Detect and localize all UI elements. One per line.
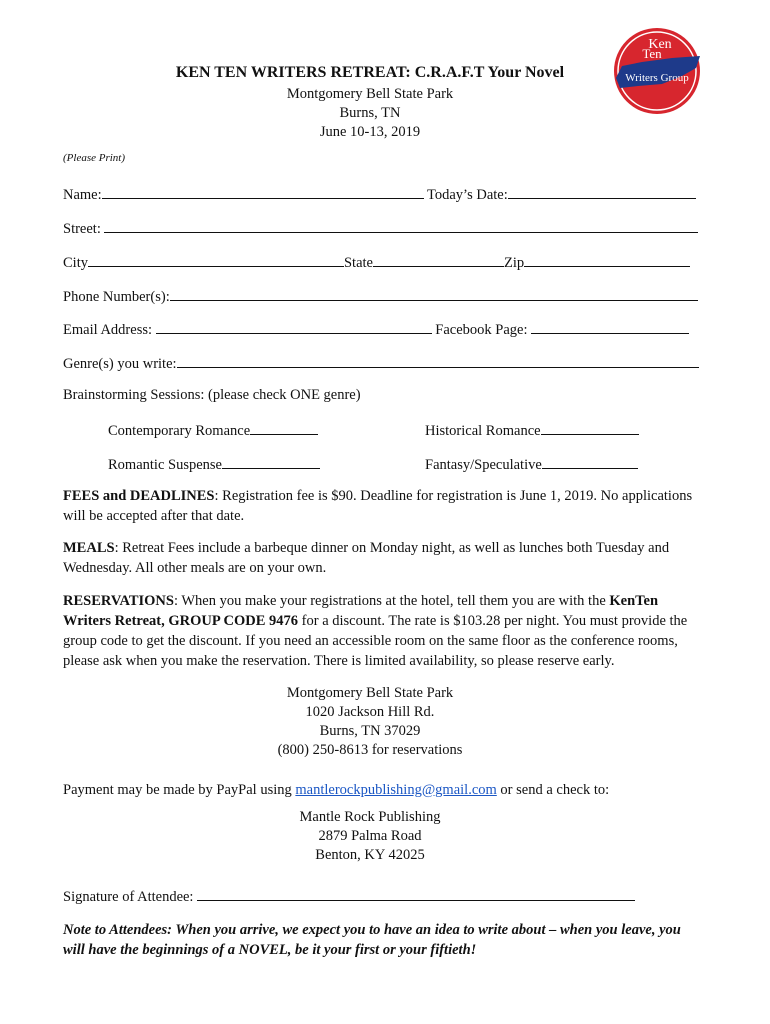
city-field[interactable] xyxy=(88,252,344,267)
phone-label: Phone Number(s): xyxy=(63,289,170,305)
reservations-heading: RESERVATIONS xyxy=(63,593,174,609)
attendee-note: Note to Attendees: When you arrive, we expect you to have an idea to write about – when you leave, you will have the beginnings of a NOVEL, be it your first or your fiftieth! xyxy=(63,922,681,958)
email-field[interactable] xyxy=(156,319,432,334)
email-label: Email Address: xyxy=(63,322,153,338)
name-field[interactable] xyxy=(102,184,424,199)
zip-field[interactable] xyxy=(524,252,690,267)
payee-name: Mantle Rock Publishing xyxy=(299,809,441,825)
city-label: City xyxy=(63,255,88,271)
payment-line xyxy=(63,782,703,799)
fees-heading: FEES and DEADLINES xyxy=(63,488,215,504)
zip-label: Zip xyxy=(503,255,525,271)
phone-field[interactable] xyxy=(170,286,698,301)
name-label: Name: xyxy=(63,187,102,203)
genre-option[interactable] xyxy=(108,420,318,440)
genre-option[interactable] xyxy=(425,420,639,440)
meals-paragraph xyxy=(63,538,703,578)
city-row xyxy=(63,252,703,272)
genre-option-label: Fantasy/Speculative xyxy=(425,457,542,473)
street-row xyxy=(63,218,703,238)
street-field[interactable] xyxy=(104,218,698,233)
meals-heading: MEALS xyxy=(63,540,115,556)
event-city: Burns, TN xyxy=(339,105,401,121)
venue-street: 1020 Jackson Hill Rd. xyxy=(305,704,435,720)
payment-text-2: or send a check to: xyxy=(496,782,610,798)
signature-row xyxy=(63,886,703,906)
genre-row xyxy=(63,353,703,373)
phone-row xyxy=(63,286,703,306)
venue-city: Burns, TN 37029 xyxy=(319,723,421,739)
genre-option-label: Romantic Suspense xyxy=(108,457,222,473)
venue-name: Montgomery Bell State Park xyxy=(286,685,454,701)
print-note: (Please Print) xyxy=(63,152,126,164)
genre-option-label: Historical Romance xyxy=(425,423,541,439)
genre-check-line[interactable] xyxy=(250,420,318,435)
state-label: State xyxy=(343,255,373,271)
logo-text-top: Ken xyxy=(648,37,672,52)
signature-label: Signature of Attendee: xyxy=(63,889,194,905)
genre-field[interactable] xyxy=(177,353,699,368)
genre-check-line[interactable] xyxy=(542,454,638,469)
name-row xyxy=(63,184,703,204)
genre-option-label: Contemporary Romance xyxy=(108,423,251,439)
genre-check-line[interactable] xyxy=(541,420,639,435)
street-label: Street: xyxy=(63,221,101,237)
payee-street: 2879 Palma Road xyxy=(318,828,422,844)
brainstorm-label: Brainstorming Sessions: (please check ONE genre) xyxy=(63,387,361,403)
reservations-text-2: for a discount. The rate is $103.28 per night. You must provide the group code to get the discount. If you need an accessible room on the same floor as the conference rooms, please ask when you make the reservation. There is limited availability, so please reserve early. xyxy=(63,613,688,669)
genre-check-line[interactable] xyxy=(222,454,320,469)
genre-option[interactable] xyxy=(425,454,638,474)
event-location: Montgomery Bell State Park xyxy=(286,86,454,102)
ken-ten-logo xyxy=(612,26,702,116)
facebook-label: Facebook Page: xyxy=(435,322,528,338)
todays-date-label: Today’s Date: xyxy=(427,187,508,203)
fees-text: : Registration fee is $90. Deadline for registration is June 1, 2019. No applications will be accepted after that date. xyxy=(63,488,693,524)
state-field[interactable] xyxy=(373,252,504,267)
genre-label: Genre(s) you write: xyxy=(63,356,177,372)
signature-field[interactable] xyxy=(197,886,635,901)
group-code: KenTen Writers Retreat, GROUP CODE 9476 xyxy=(63,593,659,629)
venue-phone: (800) 250-8613 for reservations xyxy=(277,742,463,758)
email-row xyxy=(63,319,703,339)
reservations-text-1: : When you make your registrations at the hotel, tell them you are with the xyxy=(173,593,610,609)
event-dates: June 10-13, 2019 xyxy=(319,124,421,140)
reservations-paragraph xyxy=(63,591,703,671)
logo-text-bottom: Writers Group xyxy=(625,72,689,84)
payee-city: Benton, KY 42025 xyxy=(315,847,425,863)
payment-text-1: Payment may be made by PayPal using xyxy=(63,782,296,798)
fees-paragraph xyxy=(63,486,703,526)
logo-text-mid: Ten xyxy=(642,46,662,61)
genre-option[interactable] xyxy=(108,454,320,474)
facebook-field[interactable] xyxy=(531,319,689,334)
document-title: KEN TEN WRITERS RETREAT: C.R.A.F.T Your Novel xyxy=(175,64,565,81)
paypal-email-link[interactable]: mantlerockpublishing@gmail.com xyxy=(295,782,497,798)
meals-text: : Retreat Fees include a barbeque dinner on Monday night, as well as lunches both Tuesday and Wednesday. All other meals are on your own. xyxy=(63,540,670,576)
todays-date-field[interactable] xyxy=(508,184,696,199)
